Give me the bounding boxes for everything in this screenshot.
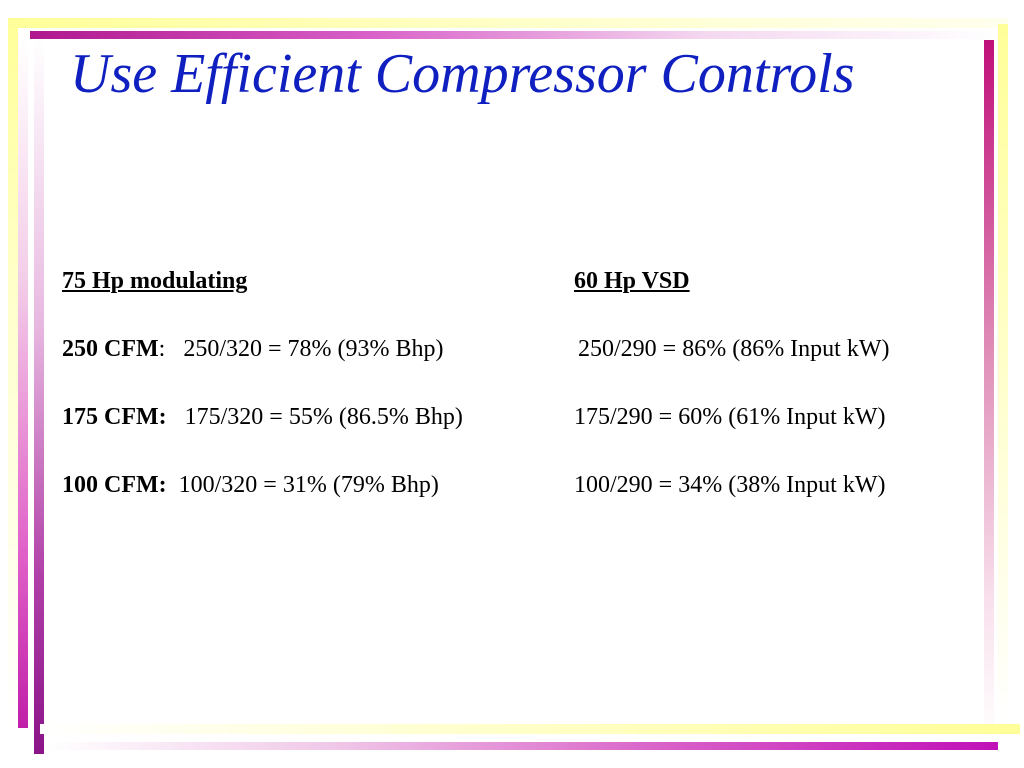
row-label: 175 CFM: bbox=[62, 404, 167, 430]
frame-left-magenta-bar bbox=[34, 40, 44, 754]
row-label: 250 CFM bbox=[62, 336, 159, 362]
row-left-value: 100/320 = 31% (79% Bhp) bbox=[178, 472, 439, 498]
left-column-heading: 75 Hp modulating bbox=[62, 268, 248, 294]
frame-left-yellow-bar bbox=[8, 18, 18, 728]
row-label: 100 CFM: bbox=[62, 472, 167, 498]
row-right-value: 175/290 = 60% (61% Input kW) bbox=[574, 404, 886, 430]
row-left-value: 175/320 = 55% (86.5% Bhp) bbox=[184, 404, 463, 430]
row-left-cell bbox=[62, 468, 439, 502]
row-left-cell bbox=[62, 332, 444, 366]
table-row bbox=[62, 332, 962, 400]
frame-top-yellow-bar bbox=[8, 18, 1008, 28]
right-column-heading: 60 Hp VSD bbox=[574, 268, 690, 294]
table-row bbox=[62, 400, 962, 468]
slide-title: Use Efficient Compressor Controls bbox=[70, 43, 855, 105]
frame-bottom-magenta-bar bbox=[48, 742, 998, 750]
column-headings-row bbox=[62, 264, 962, 332]
frame-bottom-yellow-bar bbox=[40, 724, 1020, 734]
row-label-separator: : bbox=[158, 336, 166, 362]
row-right-value: 250/290 = 86% (86% Input kW) bbox=[578, 336, 890, 362]
row-left-cell bbox=[62, 400, 463, 434]
frame-right-yellow-bar bbox=[998, 24, 1008, 724]
row-right-value: 100/290 = 34% (38% Input kW) bbox=[574, 472, 886, 498]
frame-left-magenta-light-bar bbox=[18, 40, 28, 728]
comparison-table bbox=[62, 264, 962, 536]
row-left-value: 250/320 = 78% (93% Bhp) bbox=[183, 336, 444, 362]
table-row bbox=[62, 468, 962, 536]
frame-right-magenta-bar bbox=[984, 40, 994, 740]
